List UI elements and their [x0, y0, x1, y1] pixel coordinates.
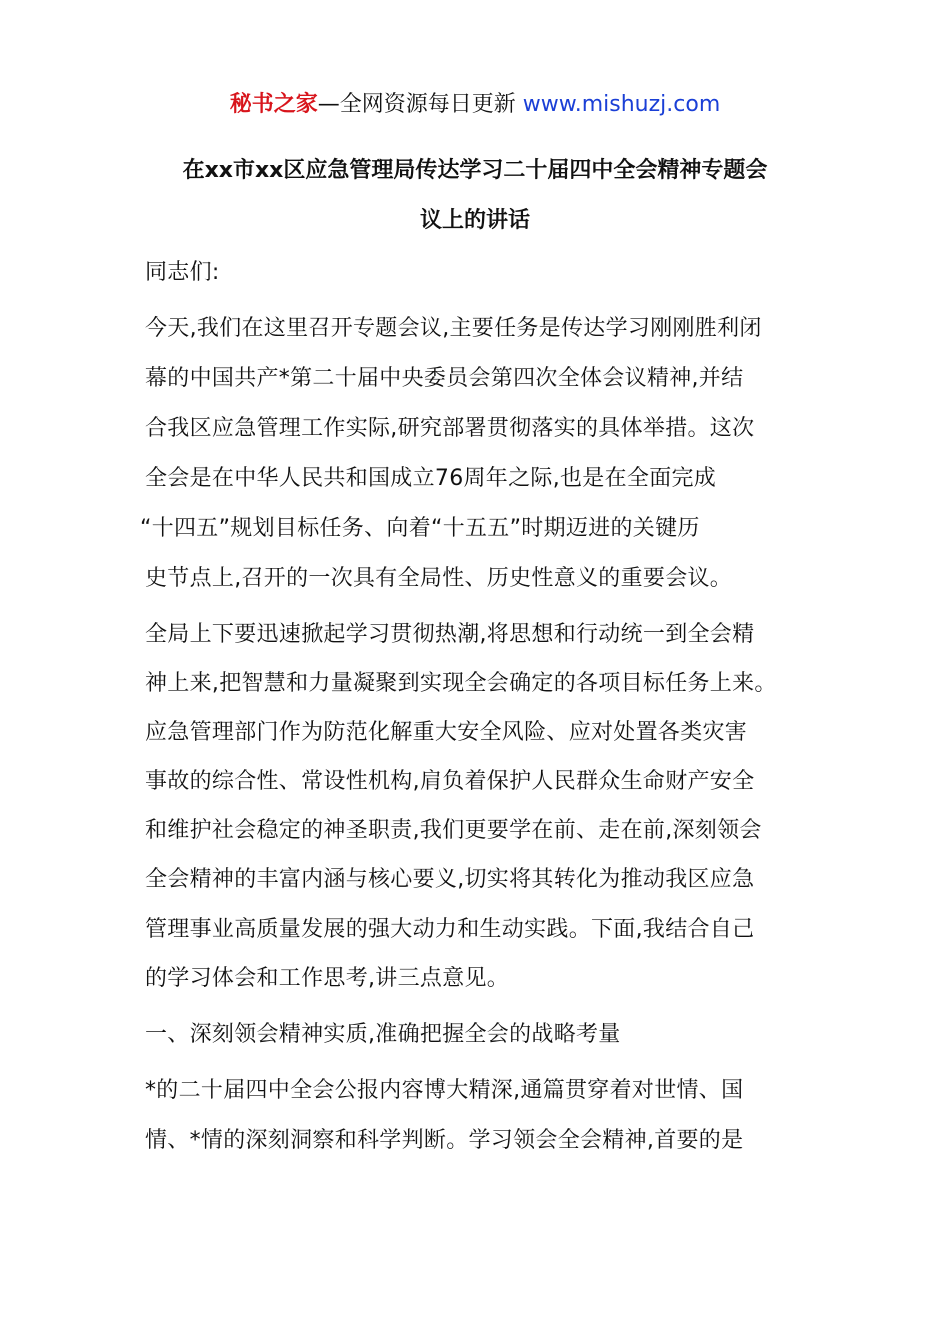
text-line: 管理事业高质量发展的强大动力和生动实践。下面,我结合自己 [145, 917, 755, 942]
section-heading: 一、深刻领会精神实质,准确把握全会的战略考量 [145, 1022, 621, 1047]
site-url-link[interactable]: www.mishuzj.com [522, 92, 721, 117]
text-line: 幕的中国共产*第二十届中央委员会第四次全体会议精神,并结 [145, 366, 744, 391]
text-line: 合我区应急管理工作实际,研究部署贯彻落实的具体举措。这次 [145, 416, 755, 441]
text-line: *的二十届四中全会公报内容博大精深,通篇贯穿着对世情、国 [145, 1078, 744, 1103]
brand-name: 秘书之家 [229, 92, 318, 117]
text-line: 应急管理部门作为防范化解重大安全风险、应对处置各类灾害 [145, 720, 748, 745]
text-line: 全局上下要迅速掀起学习贯彻热潮,将思想和行动统一到全会精 [145, 622, 755, 647]
site-header [0, 90, 950, 120]
text-line: 事故的综合性、常设性机构,肩负着保护人民群众生命财产安全 [145, 769, 755, 794]
text-line: 神上来,把智慧和力量凝聚到实现全会确定的各项目标任务上来。 [145, 671, 777, 696]
text-line: 今天,我们在这里召开专题会议,主要任务是传达学习刚刚胜利闭 [145, 316, 762, 341]
text-line: 史节点上,召开的一次具有全局性、历史性意义的重要会议。 [145, 566, 733, 591]
document-title-line-1: 在xx市xx区应急管理局传达学习二十届四中全会精神专题会 [182, 158, 768, 183]
text-line: 全会精神的丰富内涵与核心要义,切实将其转化为推动我区应急 [145, 867, 755, 892]
text-line: 的学习体会和工作思考,讲三点意见。 [145, 966, 510, 991]
text-line: 全会是在中华人民共和国成立76周年之际,也是在全面完成 [145, 466, 717, 491]
text-line: “十四五”规划目标任务、向着“十五五”时期迈进的关键历 [140, 516, 700, 541]
document-title-line-2: 议上的讲话 [419, 208, 530, 233]
text-line: 和维护社会稳定的神圣职责,我们更要学在前、走在前,深刻领会 [145, 818, 762, 843]
text-line: 情、*情的深刻洞察和科学判断。学习领会全会精神,首要的是 [145, 1128, 744, 1153]
salutation: 同志们: [145, 260, 220, 285]
header-tagline: —全网资源每日更新 [317, 92, 523, 117]
